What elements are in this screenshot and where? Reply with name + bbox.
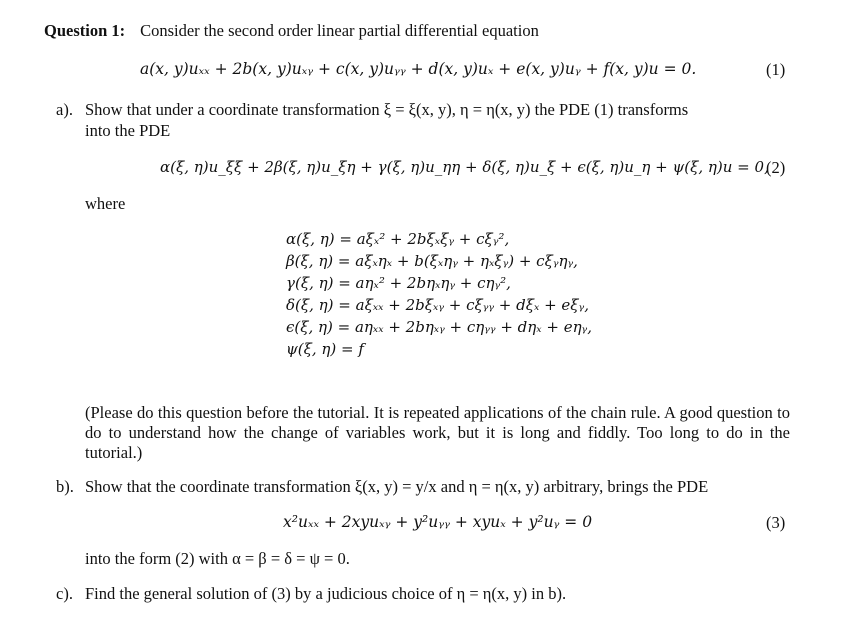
equation-2: α(ξ, η)u_ξξ + 2β(ξ, η)u_ξη + γ(ξ, η)u_ηη + δ(ξ, η)u_ξ + ϵ(ξ, η)u_η + ψ(ξ, η)u = 0, xyxy=(160,158,769,176)
equation-3-number: (3) xyxy=(766,513,786,532)
part-b-after: into the form (2) with α = β = δ = ψ = 0. xyxy=(85,549,350,568)
where-label: where xyxy=(85,194,126,213)
equation-1-number: (1) xyxy=(766,60,786,79)
part-b-label: b). xyxy=(56,477,74,496)
part-a-text-line1: Show that under a coordinate transformation ξ = ξ(x, y), η = η(x, y) the PDE (1) transforms xyxy=(85,100,689,119)
equation-1: a(x, y)uₓₓ + 2b(x, y)uₓᵧ + c(x, y)uᵧᵧ + d(x, y)uₓ + e(x, y)uᵧ + f(x, y)u = 0. xyxy=(140,60,697,78)
question-intro: Consider the second order linear partial differential equation xyxy=(140,21,539,40)
part-a-text-line2: into the PDE xyxy=(85,121,171,140)
question-header xyxy=(44,21,539,41)
coefficient-epsilon: ϵ(ξ, η) = aηₓₓ + 2bηₓᵧ + cηᵧᵧ + dηₓ + eηᵧ, xyxy=(286,318,592,336)
part-a-label: a). xyxy=(56,100,73,119)
part-b-text: Show that the coordinate transformation ξ(x, y) = y/x and η = η(x, y) arbitrary, brings the PDE xyxy=(85,477,709,496)
coefficient-alpha: α(ξ, η) = aξₓ² + 2bξₓξᵧ + cξᵧ², xyxy=(286,230,510,248)
part-c-text: Find the general solution of (3) by a judicious choice of η = η(x, y) in b). xyxy=(85,584,567,603)
equation-2-number: (2) xyxy=(766,158,786,177)
coefficient-psi: ψ(ξ, η) = f xyxy=(286,340,364,358)
equation-3: x²uₓₓ + 2xyuₓᵧ + y²uᵧᵧ + xyuₓ + y²uᵧ = 0 xyxy=(283,513,593,531)
coefficient-gamma: γ(ξ, η) = aηₓ² + 2bηₓηᵧ + cηᵧ², xyxy=(286,274,511,292)
coefficient-delta: δ(ξ, η) = aξₓₓ + 2bξₓᵧ + cξᵧᵧ + dξₓ + eξᵧ, xyxy=(286,296,589,314)
question-label: Question 1: xyxy=(44,21,126,40)
part-a-note: (Please do this question before the tutorial. It is repeated applications of the chain rule. A good question to do to understand how the change of variables work, but it is long and fiddly. Too long to do in the tutorial.) xyxy=(85,403,790,462)
coefficient-beta: β(ξ, η) = aξₓηₓ + b(ξₓηᵧ + ηₓξᵧ) + cξᵧηᵧ, xyxy=(286,252,578,270)
part-c-label: c). xyxy=(56,584,73,603)
coefficient-system xyxy=(286,228,592,360)
